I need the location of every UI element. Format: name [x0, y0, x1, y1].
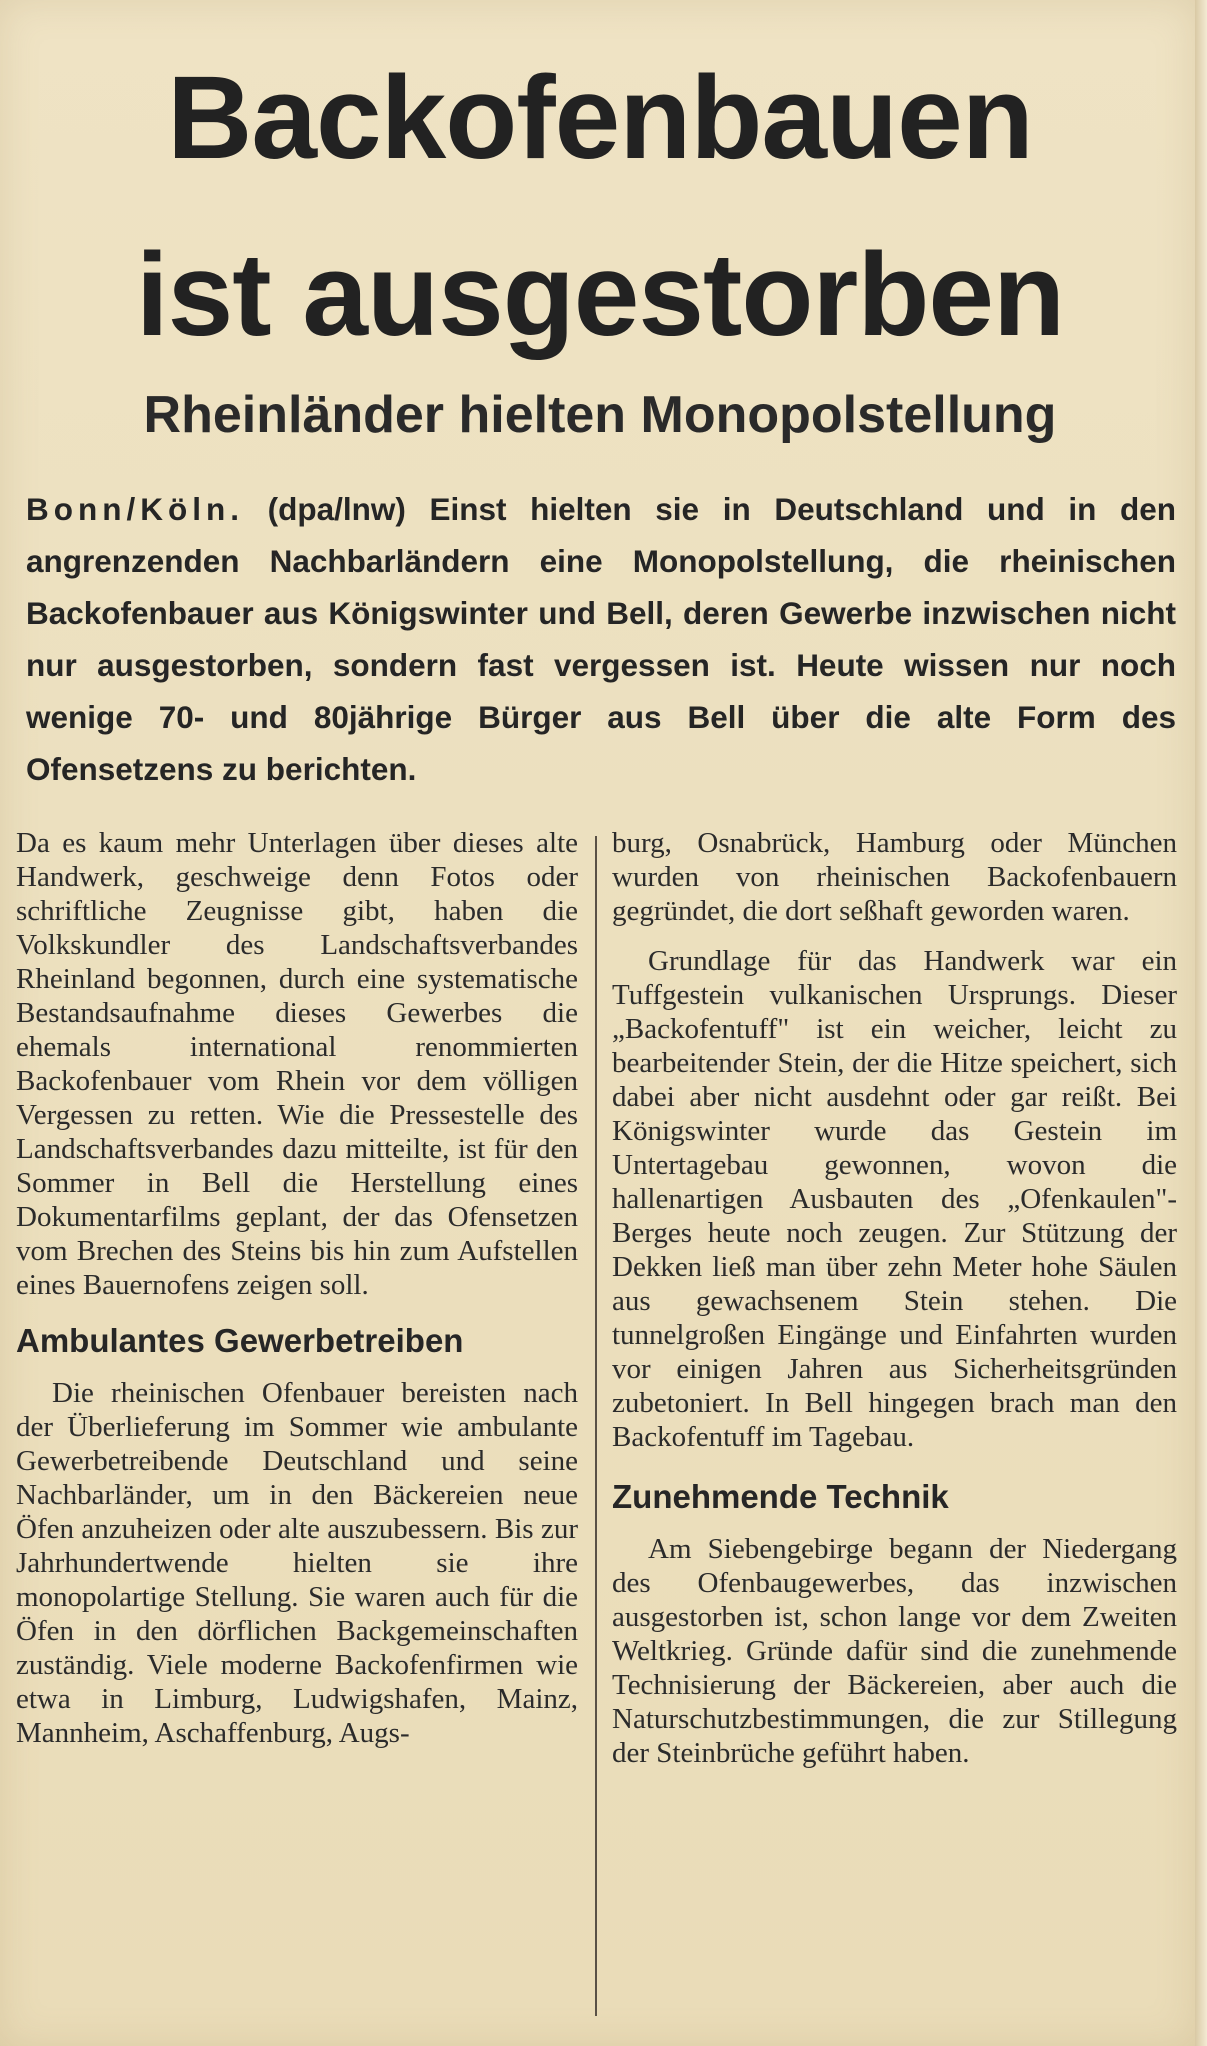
column-divider — [595, 836, 597, 2016]
right-paragraph-2: Grundlage für das Handwerk war ein Tuffgestein vulkanischen Ursprungs. Dieser „Backofentuff" ist ein weicher, leicht zu bearbeitender Stein, der die Hitze speichert, sich dabei aber nicht ausdehnt oder gar reißt. Bei Königswinter wurde das Gestein im Untertagebau gewonnen, wovon die hallenartigen Ausbauten des „Ofenkaulen"-Berges heute noch zeugen. Zur Stützung der Dekken ließ man über zehn Meter hohe Säulen aus gewachsenem Stein stehen. Die tunnelgroßen Eingänge und Einfahrten wurden vor einigen Jahren aus Sicherheitsgründen zubetoniert. In Bell hingegen brach man den Backofentuff im Tagebau. — [612, 945, 1177, 1453]
right-column — [612, 826, 1177, 1770]
lead-paragraph — [26, 483, 1176, 795]
left-subheading: Ambulantes Gewerbetreiben — [16, 1322, 464, 1359]
subheadline: Rheinländer hielten Monopolstellung — [143, 386, 1057, 444]
left-column — [16, 826, 578, 1750]
right-paragraph-3: Am Siebengebirge begann der Niedergang des Ofenbaugewerbes, das inzwischen ausgestorben ist, schon lange vor dem Zweiten Weltkrieg. Gründe dafür sind die zunehmende Technisierung der Bäckereien, aber auch die Naturschutzbestimmungen, die zur Stillegung der Steinbrüche geführt haben. — [612, 1533, 1177, 1769]
right-paragraph-1: burg, Osnabrück, Hamburg oder München wurden von rheinischen Backofenbauern gegründet, die dort seßhaft geworden waren. — [612, 827, 1177, 927]
right-subheading: Zunehmende Technik — [612, 1478, 949, 1515]
headline-line-2: ist ausgestorben — [135, 229, 1065, 361]
left-paragraph-1: Da es kaum mehr Unterlagen über dieses alte Handwerk, geschweige denn Fotos oder schriftliche Zeugnisse gibt, haben die Volkskundler des Landschaftsverbandes Rheinland begonnen, durch eine systematische Bestandsaufnahme dieses Gewerbes die ehemals international renommierten Backofenbauer vom Rhein vor dem völligen Vergessen zu retten. Wie die Pressestelle des Landschaftsverbandes dazu mitteilte, ist für den Sommer in Bell die Herstellung eines Dokumentarfilms geplant, der das Ofensetzen vom Brechen des Steins bis hin zum Aufstellen eines Bauernofens zeigen soll. — [16, 827, 578, 1301]
headline-line-1: Backofenbauen — [167, 52, 1033, 184]
paper-edge — [1195, 0, 1207, 2046]
left-paragraph-2: Die rheinischen Ofenbauer bereisten nach der Überlieferung im Sommer wie ambulante Gewerbetreibende Deutschland und seine Nachbarländer, um in den Bäckereien neue Öfen anzuheizen oder alte auszubessern. Bis zur Jahrhundertwende hielten sie ihre monopolartige Stellung. Sie waren auch für die Öfen in den dörflichen Backgemeinschaften zuständig. Viele moderne Backofenfirmen wie etwa in Limburg, Ludwigshafen, Mainz, Mannheim, Aschaffenburg, Augs- — [16, 1377, 578, 1749]
lead-text: (dpa/lnw) Einst hielten sie in Deutschland und in den angrenzenden Nachbarländern eine Monopolstellung, die rheinischen Backofenbauer aus Königswinter und Bell, deren Gewerbe inzwischen nicht nur ausgestorben, sondern fast vergessen ist. Heute wissen nur noch wenige 70- und 80jährige Bürger aus Bell über die alte Form des Ofensetzens zu berichten. — [26, 491, 1176, 787]
dateline: Bonn/Köln. — [26, 491, 244, 527]
